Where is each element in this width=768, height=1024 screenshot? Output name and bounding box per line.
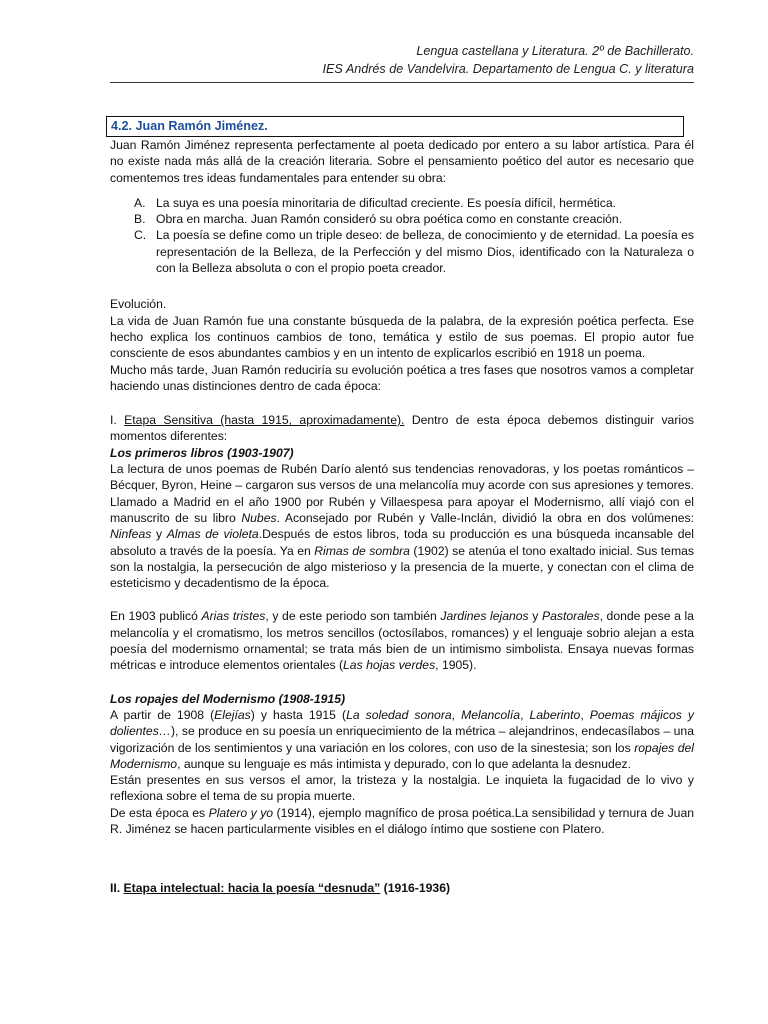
list-item-text: Obra en marcha. Juan Ramón consideró su obra poética como en constante creación. <box>156 212 623 227</box>
text-run: , <box>520 707 530 722</box>
text-run: , <box>580 707 590 722</box>
text-run: (1914), ejemplo magnífico de prosa poética.La sensibilidad y ternura de Juan R. Jiménez se hacen particularmente visibles en el diálogo íntimo que sostiene con Platero. <box>110 805 694 836</box>
text-run: , donde pese a la melancolía y el cromatismo, los metros sencillos (octosílabos, romances) y el lenguaje sobrio alejan a esta poesía del modernismo ornamental; se trata más bien de un intimismo simbolista. Ensaya nuevas formas métricas e introduce elementos orientales ( <box>110 609 694 673</box>
first-books-paragraph-2 <box>110 608 694 673</box>
text-run: ) y hasta 1915 ( <box>250 707 347 722</box>
text-run: De esta época es <box>110 805 209 820</box>
book-title-melancolia: Melancolía <box>461 707 521 722</box>
stage-1-number: I. <box>110 413 125 428</box>
header-line-school: IES Andrés de Vandelvira. Departamento de Lengua C. y literatura <box>322 62 694 76</box>
list-item <box>110 195 694 211</box>
book-title-las-hojas-verdes: Las hojas verdes <box>343 658 436 673</box>
subsection-modernism-title: Los ropajes del Modernismo (1908-1915) <box>110 691 346 706</box>
list-item-text: La poesía se define como un triple deseo: de belleza, de conocimiento y de eternidad. La poesía es representación de la Belleza, de la Perfección y del mismo Dios, identificado con la Naturaleza o con la Belleza absoluta o con el propio poeta creador. <box>156 228 694 276</box>
book-title-pastorales: Pastorales <box>541 609 600 624</box>
list-item <box>110 227 694 276</box>
book-title-nubes: Nubes <box>241 510 277 525</box>
page-header <box>94 42 694 78</box>
header-line-course: Lengua castellana y Literatura. 2º de Bachillerato. <box>416 44 694 58</box>
book-title-la-soledad-sonora: La soledad sonora <box>346 707 452 722</box>
text-run: La lectura de unos poemas de Rubén Darío alentó sus tendencias renovadoras, y los poetas románticos – Bécquer, Byron, Heine – cargaron sus versos de una melancolía muy acorde con sus apresiones y temores. Llamado a Madrid en el año 1900 por Rubén y Villaespesa para apoyar el Modernismo, allí viajó con el manuscrito de su libro <box>110 462 694 525</box>
book-title-almas-de-violeta: Almas de violeta <box>166 527 259 542</box>
stage-2-number: II. <box>110 881 124 896</box>
list-item <box>110 211 694 227</box>
text-run: , y de este periodo son también <box>265 609 441 624</box>
text-run: , 1905). <box>435 658 477 673</box>
book-title-arias-tristes: Arias tristes <box>201 609 266 624</box>
text-run: , <box>451 707 462 722</box>
section-title: 4.2. Juan Ramón Jiménez. <box>106 116 684 137</box>
modernism-paragraph-3 <box>110 805 694 838</box>
list-item-text: La suya es una poesía minoritaria de dificultad creciente. Es poesía difícil, hermética. <box>156 195 616 210</box>
stage-2-heading <box>110 880 694 896</box>
text-run: ), se produce en su poesía un enriquecimiento de la métrica – alejandrinos, endecasílabos – una vigorización de los sentimientos y una variación en los colores, con uso de la sinestesia; son los <box>110 724 694 755</box>
stage-2-dates: (1916-1936) <box>380 881 451 896</box>
stage-1-heading <box>110 412 694 445</box>
key-ideas-list <box>110 195 694 276</box>
stage-1-title: Etapa Sensitiva (hasta 1915, aproximadamente). <box>124 413 405 428</box>
book-title-jardines-lejanos: Jardines lejanos <box>440 609 529 624</box>
book-title-rimas-de-sombra: Rimas de sombra <box>314 543 410 558</box>
modernism-paragraph-2: Están presentes en sus versos el amor, la tristeza y la nostalgia. Le inquieta la fugacidad de lo vivo y reflexiona sobre el tema de su propia muerte. <box>110 773 694 804</box>
evolution-heading: Evolución. <box>110 297 167 312</box>
evolution-paragraph-2: Mucho más tarde, Juan Ramón reduciría su evolución poética a tres fases que nosotros vamos a completar haciendo unas distinciones dentro de cada época: <box>110 362 694 393</box>
stage-2-title: Etapa intelectual: hacia la poesía “desnuda” <box>123 881 381 896</box>
list-marker: A. <box>134 195 146 210</box>
stage-1-intro: Dentro de esta época debemos distinguir varios momentos diferentes: <box>110 413 694 444</box>
text-run: y <box>151 527 167 542</box>
text-run: A partir de 1908 ( <box>110 707 215 722</box>
document-body <box>110 116 694 897</box>
book-title-laberinto: Laberinto <box>529 707 581 722</box>
text-run: y <box>528 609 542 624</box>
subsection-first-books-title: Los primeros libros (1903-1907) <box>110 445 294 460</box>
text-run: En 1903 publicó <box>110 609 202 624</box>
text-run: . Aconsejado por Rubén y Valle-Inclán, dividió la obra en dos volúmenes: <box>276 510 694 525</box>
intro-paragraph: Juan Ramón Jiménez representa perfectamente al poeta dedicado por entero a su labor artística. Para él no existe nada más allá de la creación literaria. Sobre el pensamiento poético del autor es necesario que comentemos tres ideas fundamentales para entender su obra: <box>110 138 694 185</box>
list-marker: C. <box>134 228 147 243</box>
book-title-elejias: Elejías <box>214 707 251 722</box>
text-run: .Después de estos libros, toda su producción es una búsqueda incansable del absoluto a través de la poesía. Ya en <box>110 527 695 558</box>
evolution-paragraph-1: La vida de Juan Ramón fue una constante búsqueda de la palabra, de la expresión poética perfecta. Ese hecho explica los continuos cambios de tono, temática y estilo de sus poemas. El propio autor fue consciente de esos abundantes cambios y en un intento de explicarlos escribió en 1918 un poema. <box>110 313 694 361</box>
modernism-paragraph-1 <box>110 707 694 772</box>
text-run: , aunque su lenguaje es más intimista y depurado, con lo que adelanta la desnudez. <box>177 756 632 771</box>
text-run: (1902) se atenúa el tono exaltado inicial. Sus temas son la nostalgia, la persecución de algo misterioso y la presencia de la muerte, y conectan con el clima de esteticismo y decadentismo de la época. <box>110 543 694 591</box>
list-marker: B. <box>134 212 146 227</box>
book-title-poemas-majicos: Poemas májicos y dolientes… <box>110 707 694 739</box>
first-books-paragraph-1 <box>110 461 694 591</box>
header-divider <box>110 82 694 83</box>
emphasis-ropajes: ropajes del Modernismo <box>110 740 694 771</box>
book-title-platero-y-yo: Platero y yo <box>208 805 274 820</box>
book-title-ninfeas: Ninfeas <box>110 527 152 542</box>
